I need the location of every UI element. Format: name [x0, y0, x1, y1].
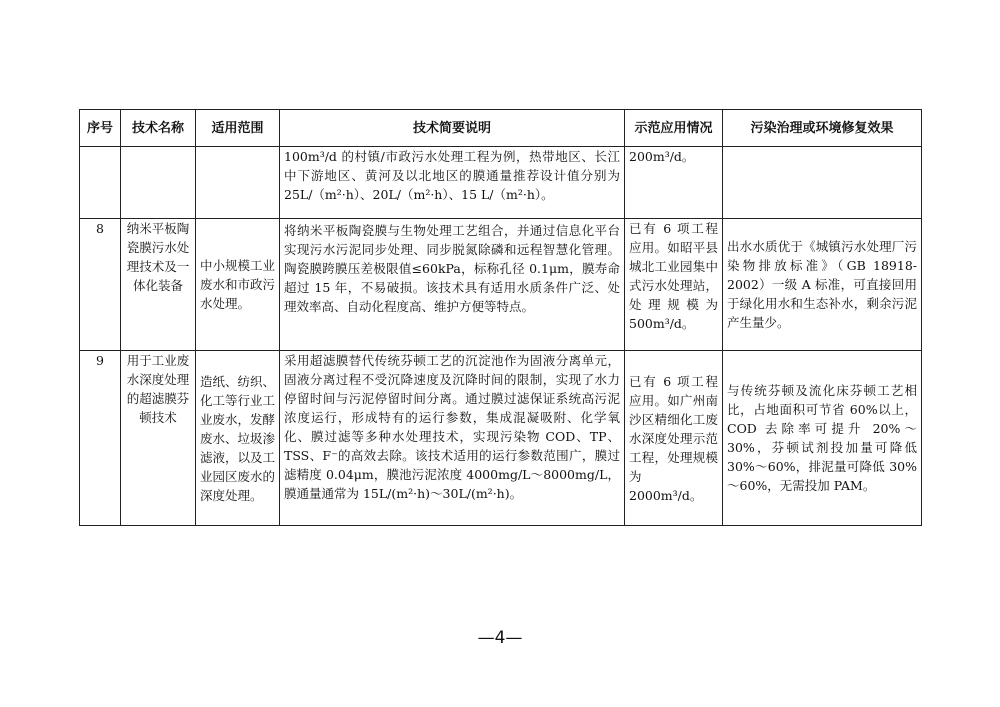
cell-effect — [723, 147, 922, 219]
table-header-row — [80, 110, 922, 147]
technology-table — [79, 109, 922, 526]
cell-demo: 已有 6 项工程应用。如广州南沙区精细化工废水深度处理示范工程，处理规模为 2000m³/d。 — [625, 351, 723, 526]
header-description: 技术简要说明 — [280, 110, 625, 147]
cell-demo: 200m³/d。 — [625, 147, 723, 219]
table-row — [80, 351, 922, 526]
cell-description: 将纳米平板陶瓷膜与生物处理工艺组合，并通过信息化平台实现污水污泥同步处理、同步脱氮除磷和远程智慧化管理。陶瓷膜跨膜压差极限值≤60kPa，标称孔径 0.1μm，膜寿命超过 15 年，不易破损。该技术具有适用水质条件广泛、处理效率高、自动化程度高、维护方便等特点。 — [280, 219, 625, 351]
cell-effect: 与传统芬顿及流化床芬顿工艺相比，占地面积可节省 60%以上，COD 去除率可提升 20%～30%，芬顿试剂投加量可降低 30%～60%，排泥量可降低 30%～60%，无需投加 PAM。 — [723, 351, 922, 526]
cell-tech-name: 用于工业废水深度处理的超滤膜芬顿技术 — [121, 351, 196, 526]
header-tech-name: 技术名称 — [121, 110, 196, 147]
cell-description: 100m³/d 的村镇/市政污水处理工程为例，热带地区、长江中下游地区、黄河及以北地区的膜通量推荐设计值分别为 25L/（m²·h）、20L/（m²·h）、15 L/（m²·h）。 — [280, 147, 625, 219]
header-no: 序号 — [80, 110, 121, 147]
cell-no: 9 — [80, 351, 121, 526]
page-number: —4— — [477, 628, 523, 648]
header-scope: 适用范围 — [196, 110, 280, 147]
cell-tech-name — [121, 147, 196, 219]
cell-scope: 造纸、纺织、化工等行业工业废水，发酵废水、垃圾渗滤液，以及工业园区废水的深度处理。 — [196, 351, 280, 526]
cell-no — [80, 147, 121, 219]
cell-tech-name: 纳米平板陶瓷膜污水处理技术及一体化装备 — [121, 219, 196, 351]
table-row — [80, 219, 922, 351]
cell-description: 采用超滤膜替代传统芬顿工艺的沉淀池作为固液分离单元，固液分离过程不受沉降速度及沉降时间的限制，实现了水力停留时间与污泥停留时间分离。通过膜过滤保证系统高污泥浓度运行，形成特有的运行参数，集成混凝吸附、化学氧化、膜过滤等多种水处理技术，实现污染物 COD、TP、TSS、F⁻的高效去除。该技术适用的运行参数范围广，膜过滤精度 0.04μm，膜池污泥浓度 4000mg/L～8000mg/L，膜通量通常为 15L/(m²·h)～30L/(m²·h)。 — [280, 351, 625, 526]
cell-no: 8 — [80, 219, 121, 351]
cell-scope: 中小规模工业废水和市政污水处理。 — [196, 219, 280, 351]
cell-scope — [196, 147, 280, 219]
cell-effect: 出水水质优于《城镇污水处理厂污染物排放标准》（GB 18918-2002）一级 A 标准，可直接回用于绿化用水和生态补水，剩余污泥产生量少。 — [723, 219, 922, 351]
cell-demo: 已有 6 项工程应用。如昭平县城北工业园集中式污水处理站，处理规模为 500m³/d。 — [625, 219, 723, 351]
header-demo: 示范应用情况 — [625, 110, 723, 147]
table-row-continuation — [80, 147, 922, 219]
header-effect: 污染治理或环境修复效果 — [723, 110, 922, 147]
